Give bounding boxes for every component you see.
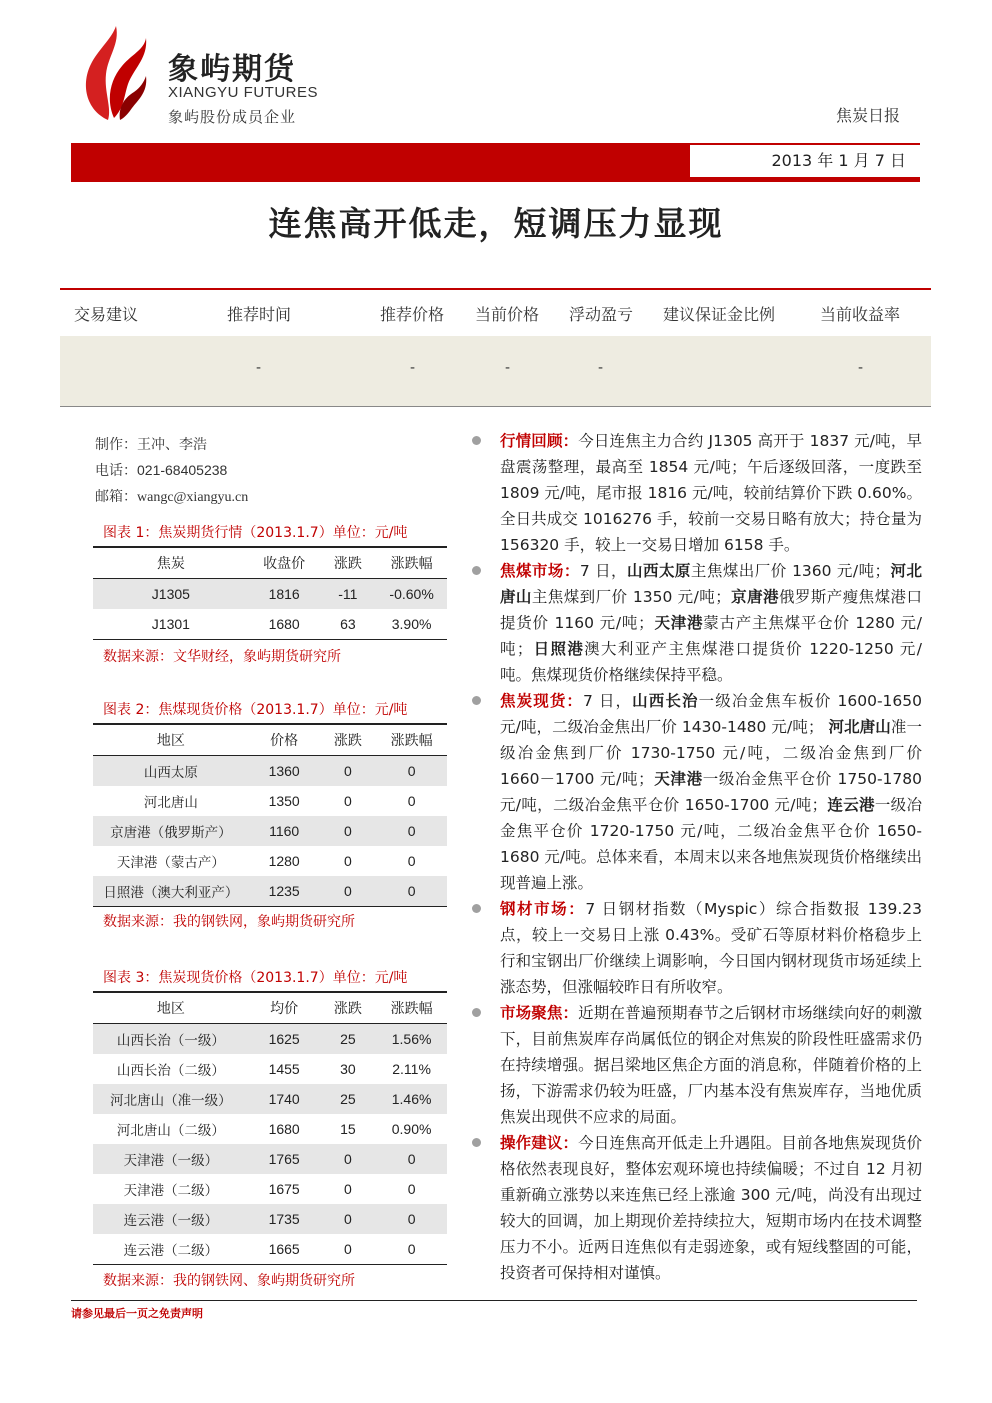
- table-cell: 2.11%: [392, 1061, 431, 1077]
- section-heading: 钢材市场：: [500, 900, 586, 918]
- location-name: 连云港: [827, 796, 875, 814]
- bullet-icon: [472, 1008, 481, 1017]
- rec-value-floating-pnl: -: [598, 360, 604, 376]
- table-cell: 河北唐山: [143, 795, 198, 811]
- location-name: 日照港: [532, 640, 585, 658]
- table-row: [93, 756, 447, 787]
- table-cell: 0: [320, 1144, 377, 1174]
- table-row: [93, 609, 447, 640]
- coking-coal-spot-table: [93, 723, 447, 907]
- column-header: 涨跌幅: [376, 992, 447, 1024]
- table-cell: 天津港（蒙古产）: [116, 855, 225, 871]
- coke-spot-table: [93, 991, 447, 1265]
- report-date: 2013 年 1 月 7 日: [690, 145, 920, 180]
- table-cell: 1360: [249, 756, 320, 787]
- section-text: 主焦煤出厂价 1360 元/吨；: [690, 562, 891, 580]
- table-cell: 1350: [268, 793, 300, 809]
- column-header: 焦炭: [93, 547, 249, 579]
- commentary-section: [470, 428, 922, 558]
- table-cell: 1680: [249, 609, 320, 640]
- xiangyu-flame-logo-icon: [78, 22, 148, 122]
- commentary-section: [470, 896, 922, 1000]
- brand-name-cn: 象屿期货: [168, 52, 296, 87]
- section-text: 7 日钢材指数（Myspic）综合指数报 139.23 点，较上一交易日上涨 0.43%。受矿石等原材料价格稳步上行和宝钢出厂价继续上调影响，今日国内钢材现货市场延续上涨态势，但涨幅较昨日有所收窄。: [500, 900, 922, 996]
- footer-rule: [71, 1300, 917, 1301]
- location-name: 河北唐山: [828, 718, 891, 736]
- table-cell: 山西太原: [93, 756, 249, 787]
- table-cell: 1280: [268, 853, 300, 869]
- market-commentary: [470, 428, 922, 1286]
- table-cell: 天津港（二级）: [123, 1183, 219, 1199]
- author-email[interactable]: 邮箱：wangc@xiangyu.cn: [95, 489, 249, 505]
- column-header: 涨跌幅: [376, 547, 447, 579]
- bullet-icon: [472, 436, 481, 445]
- section-text: 一级冶金焦平仓价 1720-1750 元/吨，二级冶金焦平仓价 1650-1680 元/吨。总体来看，本周末以来各地焦炭现货价格继续出现普遍上涨。: [500, 796, 922, 892]
- table-cell: 0: [376, 756, 447, 787]
- column-header: 地区: [93, 992, 249, 1024]
- table-cell: J1301: [93, 609, 249, 640]
- table-cell: 0: [376, 1204, 447, 1234]
- table-cell: 1625: [249, 1024, 320, 1055]
- table3-caption: 图表 3：焦炭现货价格（2013.1.7）单位：元/吨: [103, 970, 408, 986]
- table2-source: 数据来源：我的钢铁网，象屿期货研究所: [103, 914, 355, 930]
- table-cell: 30: [340, 1061, 356, 1077]
- commentary-section: [470, 1130, 922, 1286]
- table-cell: 河北唐山（准一级）: [93, 1084, 249, 1114]
- commentary-section: [470, 558, 922, 688]
- location-name: 天津港: [653, 770, 703, 788]
- table-cell: 0: [320, 756, 377, 787]
- section-text: 7 日，: [583, 692, 633, 710]
- table-cell: 日照港（澳大利亚产）: [93, 876, 249, 907]
- section-text: 近期在普遍预期春节之后钢材市场继续向好的刺激下，目前焦炭库存尚属低位的钢企对焦炭的阶段性旺盛需求仍在持续增强。据吕梁地区焦企方面的消息称，伴随着价格的上扬，下游需求仍较为旺盛，厂内基本没有焦炭库存，当地优质焦炭出现供不应求的局面。: [500, 1004, 922, 1126]
- location-name: 山西长治: [632, 692, 699, 710]
- table-cell: 1675: [268, 1181, 300, 1197]
- table-row: [93, 1054, 447, 1084]
- column-header: 涨跌: [320, 724, 377, 756]
- table-cell: 15: [340, 1121, 356, 1137]
- author-maker: 制作：王冲、李浩: [95, 437, 207, 453]
- rec-header-current-price: 当前价格: [475, 305, 540, 324]
- table-row: [93, 1084, 447, 1114]
- author-phone: 电话：021-68405238: [95, 462, 228, 479]
- rec-header-margin-ratio: 建议保证金比例: [663, 305, 776, 324]
- column-header: 地区: [93, 724, 249, 756]
- table-row: [93, 786, 447, 816]
- location-name: 山西太原: [627, 562, 691, 580]
- table-cell: 1740: [249, 1084, 320, 1114]
- table-cell: 1.46%: [376, 1084, 447, 1114]
- column-header: 涨跌幅: [376, 724, 447, 756]
- bullet-icon: [472, 566, 481, 575]
- table-cell: 1.56%: [376, 1024, 447, 1055]
- rec-value-time: -: [256, 360, 262, 376]
- table-row: [93, 1204, 447, 1234]
- table-cell: 0: [320, 816, 377, 846]
- bullet-icon: [472, 696, 481, 705]
- report-type: 焦炭日报: [835, 106, 900, 125]
- table-cell: 0: [343, 1181, 352, 1197]
- table-cell: 0: [320, 1204, 377, 1234]
- table-cell: 连云港（一级）: [93, 1204, 249, 1234]
- recommendation-header-row: [60, 290, 931, 336]
- report-title: 连焦高开低走，短调压力显现: [268, 204, 724, 243]
- location-name: 天津港: [653, 614, 704, 632]
- table-row: [93, 846, 447, 876]
- column-header: 均价: [249, 992, 320, 1024]
- table-cell: 0: [376, 816, 447, 846]
- table-cell: 25: [320, 1024, 377, 1055]
- table-cell: 1235: [249, 876, 320, 907]
- section-text: 一级冶金焦平仓价 1750-1780 元/吨，二级冶金焦平仓价 1650-1700 元/吨；: [500, 770, 922, 814]
- table-row: [93, 1174, 447, 1204]
- location-name: 京唐港: [730, 588, 779, 606]
- table-cell: 0: [376, 1144, 447, 1174]
- table-cell: 天津港（一级）: [93, 1144, 249, 1174]
- table2-caption: 图表 2：焦煤现货价格（2013.1.7）单位：元/吨: [103, 702, 408, 718]
- table-cell: 0: [343, 853, 352, 869]
- table-cell: 0: [376, 1234, 447, 1265]
- rec-header-return: 当前收益率: [820, 305, 901, 324]
- section-text: 澳大利亚产主焦煤港口提货价 1220-1250 元/吨。焦煤现货价格继续保持平稳。: [500, 640, 922, 684]
- table-cell: J1305: [93, 579, 249, 610]
- table-cell: 3.90%: [376, 609, 447, 640]
- table-cell: 连云港（二级）: [93, 1234, 249, 1265]
- table-cell: 0: [376, 876, 447, 907]
- table-cell: 1455: [268, 1061, 300, 1077]
- commentary-section: [470, 1000, 922, 1130]
- table-cell: 京唐港（俄罗斯产）: [93, 816, 249, 846]
- section-text: 7 日，: [579, 562, 628, 580]
- table-row: [93, 1114, 447, 1144]
- section-text: 俄罗斯产瘦焦煤港口提货价 1160 元/吨；: [500, 588, 922, 632]
- table-row: [93, 1144, 447, 1174]
- table-row: [93, 876, 447, 907]
- table-cell: 1680: [268, 1121, 300, 1137]
- table-cell: 1160: [249, 816, 320, 846]
- section-text: 一级冶金焦车板价 1600-1650 元/吨，二级冶金焦出厂价 1430-1480 元/吨；: [500, 692, 922, 736]
- futures-quote-table: [93, 546, 447, 640]
- rec-value-return: -: [858, 360, 864, 376]
- brand-subtitle: 象屿股份成员企业: [168, 108, 297, 126]
- table-cell: -11: [320, 579, 377, 610]
- table-cell: 0: [407, 1181, 416, 1197]
- table-cell: 0: [407, 853, 416, 869]
- section-text: 今日连焦主力合约 J1305 高开于 1837 元/吨，早盘震荡整理，最高至 1854 元/吨；午后逐级回落，一度跌至 1809 元/吨，尾市报 1816 元/吨，较前结算价下跌 0.60%。全日共成交 1016276 手，较前一交易日略有放大；持仓量为 156320 手，较上一交易日增加 6158 手。: [500, 432, 922, 554]
- table-cell: 1735: [249, 1204, 320, 1234]
- section-heading: 操作建议：: [500, 1134, 579, 1152]
- section-text: 今日连焦高开低走上升遇阻。目前各地焦炭现货价格依然表现良好，整体宏观环境也持续偏暖；不过自 12 月初重新确立涨势以来连焦已经上涨逾 300 元/吨，尚没有出现过较大的回调，加上期现价差持续拉大，短期市场内在技术调整压力不小。近两日连焦似有走弱迹象，或有短线整固的可能，投资者可保持相对谨慎。: [500, 1134, 922, 1282]
- rec-value-price: -: [410, 360, 416, 376]
- table-cell: 1816: [249, 579, 320, 610]
- column-header: 涨跌: [320, 547, 377, 579]
- section-text: 蒙古产主焦煤平仓价 1280 元/吨；: [500, 614, 922, 658]
- table-cell: 0.90%: [391, 1121, 432, 1137]
- table-row: [93, 579, 447, 610]
- column-header: 收盘价: [249, 547, 320, 579]
- table-cell: 0: [320, 876, 377, 907]
- table-cell: 0: [320, 1234, 377, 1265]
- rec-header-advice: 交易建议: [74, 305, 139, 324]
- table-cell: 山西长治（二级）: [116, 1063, 225, 1079]
- rec-value-current-price: -: [505, 360, 511, 376]
- table3-source: 数据来源：我的钢铁网、象屿期货研究所: [103, 1273, 355, 1289]
- table-cell: -0.60%: [376, 579, 447, 610]
- table-row: [93, 1234, 447, 1265]
- location-name: 河北唐山: [500, 562, 922, 606]
- table-row: [93, 816, 447, 846]
- brand-name-en: XIANGYU FUTURES: [168, 84, 319, 101]
- table1-source: 数据来源：文华财经，象屿期货研究所: [103, 649, 341, 665]
- recommendation-value-row: [60, 336, 931, 407]
- rec-header-time: 推荐时间: [227, 305, 292, 324]
- table-cell: 1765: [249, 1144, 320, 1174]
- section-text: 主焦煤到厂价 1350 元/吨；: [531, 588, 731, 606]
- section-heading: 焦煤市场：: [500, 562, 580, 580]
- bullet-icon: [472, 904, 481, 913]
- section-text: 准一级冶金焦到厂价 1730-1750 元/吨，二级冶金焦到厂价 1660－1700 元/吨；: [500, 718, 922, 788]
- table-cell: 0: [407, 793, 416, 809]
- column-header: 价格: [249, 724, 320, 756]
- column-header: 涨跌: [320, 992, 377, 1024]
- table-cell: 1665: [249, 1234, 320, 1265]
- rec-header-price: 推荐价格: [380, 305, 445, 324]
- table-row: [93, 1024, 447, 1055]
- table1-caption: 图表 1：焦炭期货行情（2013.1.7）单位：元/吨: [103, 525, 408, 541]
- section-heading: 焦炭现货：: [500, 692, 584, 710]
- table-cell: 河北唐山（二级）: [116, 1123, 225, 1139]
- section-heading: 市场聚焦：: [500, 1004, 579, 1022]
- disclaimer-note: 请参见最后一页之免责声明: [71, 1307, 203, 1320]
- bullet-icon: [472, 1138, 481, 1147]
- table-cell: 山西长治（一级）: [93, 1024, 249, 1055]
- table-cell: 25: [320, 1084, 377, 1114]
- rec-header-floating-pnl: 浮动盈亏: [569, 305, 634, 324]
- section-heading: 行情回顾：: [500, 432, 579, 450]
- table-cell: 0: [343, 793, 352, 809]
- table-cell: 63: [320, 609, 377, 640]
- commentary-section: [470, 688, 922, 896]
